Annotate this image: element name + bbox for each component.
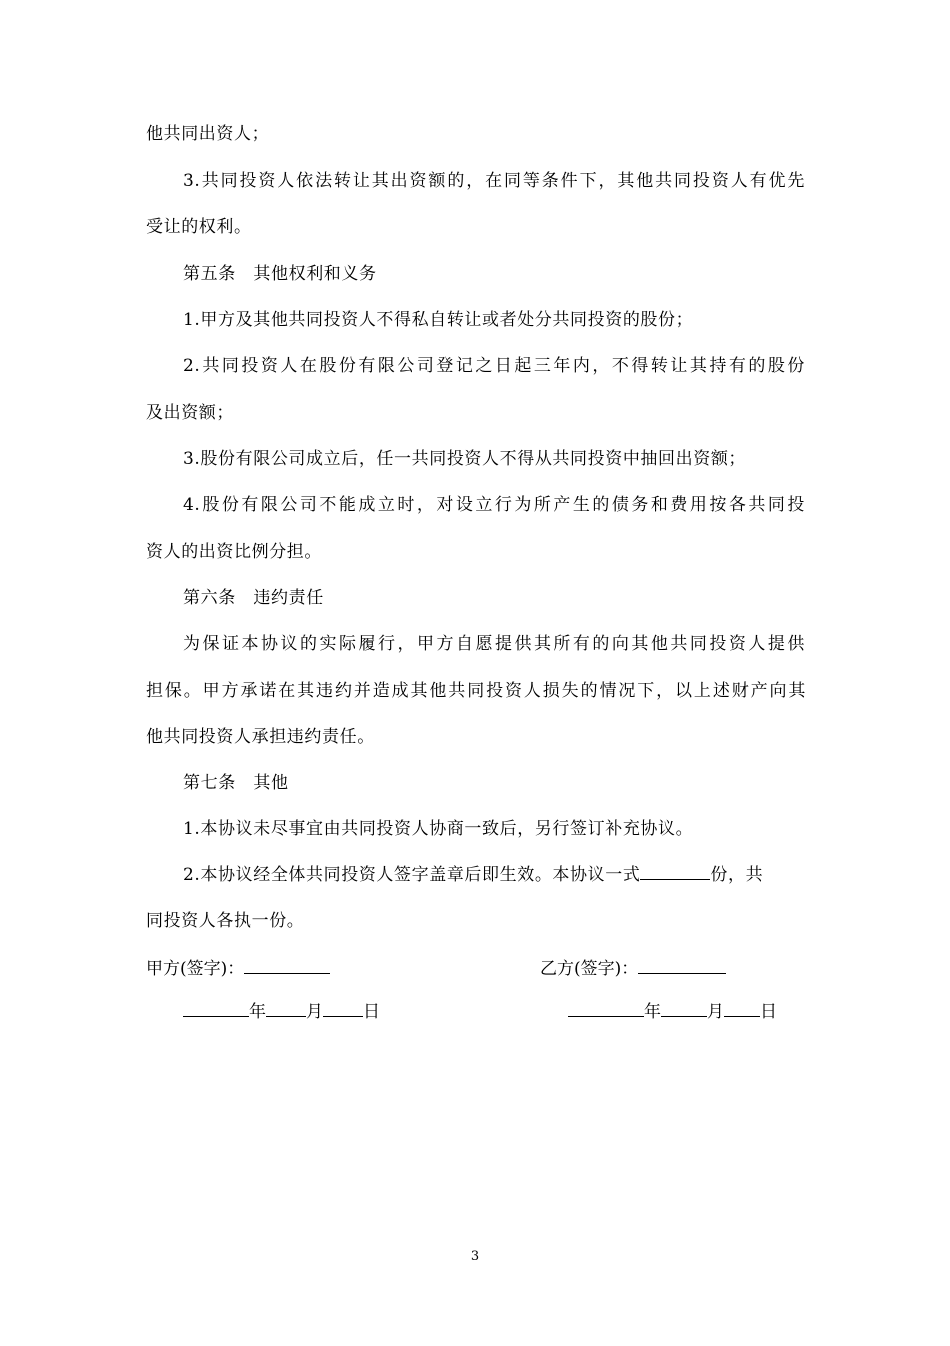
paragraph-line: 3.股份有限公司成立后，任一共同投资人不得从共同投资中抽回出资额； xyxy=(183,449,747,469)
party-a-year-blank[interactable] xyxy=(183,1000,249,1017)
copies-text-after: 份，共 xyxy=(710,865,764,885)
section-heading-5: 第五条 其他权利和义务 xyxy=(183,264,377,284)
month-label: 月 xyxy=(306,1002,323,1022)
party-b-month-blank[interactable] xyxy=(661,1000,707,1017)
party-a-signature xyxy=(146,957,330,980)
paragraph-line: 1.本协议未尽事宜由共同投资人协商一致后，另行签订补充协议。 xyxy=(183,819,694,839)
paragraph-line: 他共同出资人； xyxy=(146,124,270,144)
year-label: 年 xyxy=(644,1002,661,1022)
paragraph-line: 受让的权利。 xyxy=(146,217,252,237)
section-heading-6: 第六条 违约责任 xyxy=(183,588,324,608)
party-b-signature-blank[interactable] xyxy=(638,957,726,974)
party-b-day-blank[interactable] xyxy=(724,1000,760,1017)
paragraph-line: 及出资额； xyxy=(146,403,234,423)
paragraph-line: 3.共同投资人依法转让其出资额的，在同等条件下，其他共同投资人有优先 xyxy=(183,171,805,191)
copies-blank[interactable] xyxy=(640,863,710,880)
paragraph-line: 资人的出资比例分担。 xyxy=(146,542,322,562)
party-b-label: 乙方(签字)： xyxy=(540,959,639,979)
paragraph-line: 1.甲方及其他共同投资人不得私自转让或者处分共同投资的股份； xyxy=(183,310,694,330)
paragraph-line: 同投资人各执一份。 xyxy=(146,911,305,931)
copies-text-before: 2.本协议经全体共同投资人签字盖章后即生效。本协议一式 xyxy=(183,865,641,885)
party-a-day-blank[interactable] xyxy=(323,1000,363,1017)
paragraph-line: 4.股份有限公司不能成立时，对设立行为所产生的债务和费用按各共同投 xyxy=(183,495,805,515)
party-b-signature xyxy=(540,957,726,980)
copies-line xyxy=(183,863,763,886)
day-label: 日 xyxy=(760,1002,777,1022)
party-a-signature-blank[interactable] xyxy=(244,957,330,974)
paragraph-line: 2.共同投资人在股份有限公司登记之日起三年内，不得转让其持有的股份 xyxy=(183,356,805,376)
paragraph-line: 担保。甲方承诺在其违约并造成其他共同投资人损失的情况下，以上述财产向其 xyxy=(146,681,806,701)
party-a-date xyxy=(183,1000,380,1023)
paragraph-line: 为保证本协议的实际履行，甲方自愿提供其所有的向其他共同投资人提供 xyxy=(183,634,805,654)
page-number: 3 xyxy=(470,1249,480,1264)
party-a-label: 甲方(签字)： xyxy=(146,959,245,979)
day-label: 日 xyxy=(363,1002,380,1022)
party-b-date xyxy=(568,1000,777,1023)
year-label: 年 xyxy=(249,1002,266,1022)
paragraph-line: 他共同投资人承担违约责任。 xyxy=(146,727,375,747)
month-label: 月 xyxy=(707,1002,724,1022)
party-a-month-blank[interactable] xyxy=(266,1000,306,1017)
section-heading-7: 第七条 其他 xyxy=(183,773,289,793)
party-b-year-blank[interactable] xyxy=(568,1000,644,1017)
